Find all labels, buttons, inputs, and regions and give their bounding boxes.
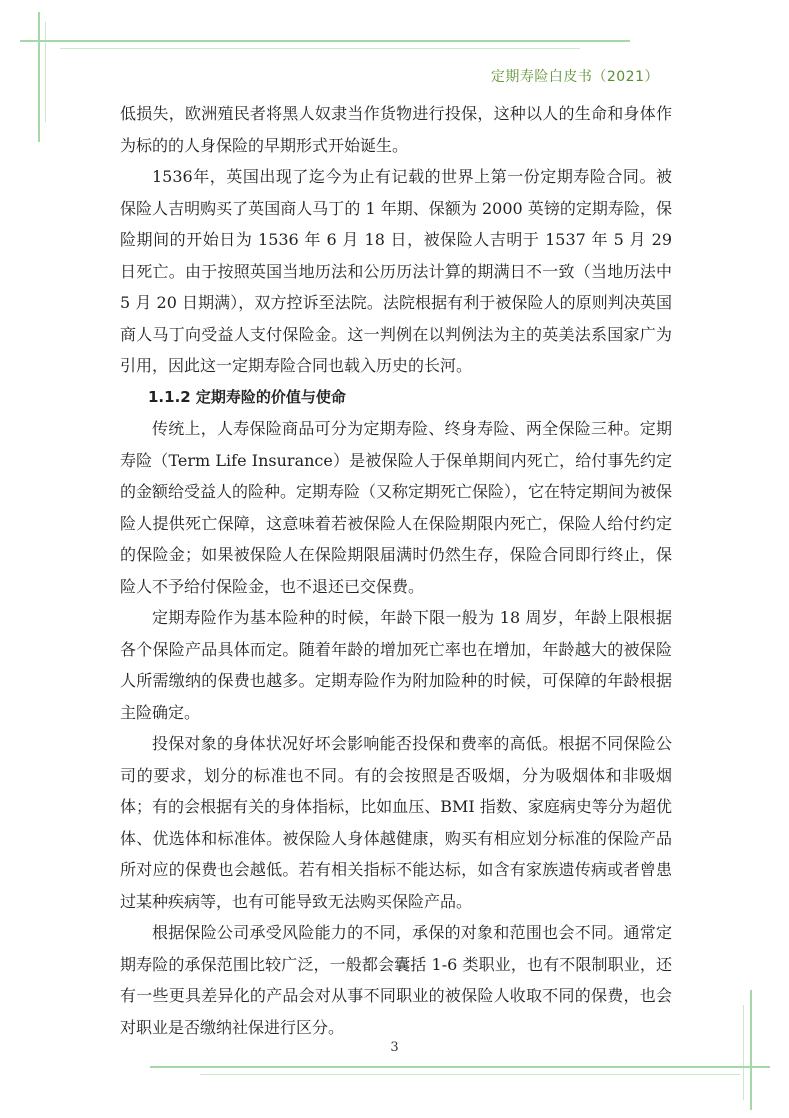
running-header-title: 定期寿险白皮书（2021） [490, 69, 659, 85]
bottom-border-line [150, 1066, 770, 1068]
paragraph-age-limits: 定期寿险作为基本险种的时候，年龄下限一般为 18 周岁，年龄上限根据各个保险产品具体而定。随着年龄的增加死亡率也在增加，年龄越大的被保险人所需缴纳的保费也越多。定期寿险作为附加险种的时候，可保障的年龄根据主险确定。 [120, 608, 672, 722]
paragraph-definition: 传统上，人寿保险商品可分为定期寿险、终身寿险、两全保险三种。定期寿险（Term Life Insurance）是被保险人于保单期间内死亡，给付事先约定的金额给受益人的险种。定期寿险（又称定期死亡保险），它在特定期间为被保险人提供死亡保障，这意味着若被保险人在保险期限内死亡，保险人给付约定的保险金；如果被保险人在保险期限届满时仍然生存，保险合同即行终止，保险人不予给付保险金，也不退还已交保费。 [120, 419, 673, 596]
paragraph-health-status: 投保对象的身体状况好坏会影响能否投保和费率的高低。根据不同保险公司的要求，划分的标准也不同。有的会按照是否吸烟，分为吸烟体和非吸烟体；有的会根据有关的身体指标，比如血压、BMI 指数、家庭病史等分为超优体、优选体和标准体。被保险人身体越健康，购买有相应划分标准的保险产品所对应的保费也会越低。若有相关指标不能达标，如含有家族遗传病或者曾患过某种疾病等，也有可能导致无法购买保险产品。 [120, 734, 672, 911]
top-border-line-secondary [60, 48, 580, 49]
left-border-line-secondary [45, 22, 46, 122]
bottom-border-line-secondary [200, 1074, 740, 1075]
top-border-line [20, 40, 630, 42]
paragraph-continued: 低损失，欧洲殖民者将黑人奴隶当作货物进行投保，这种以人的生命和身体作为标的的人身保险的早期形式开始诞生。 [120, 104, 672, 155]
page-number: 3 [390, 1040, 399, 1055]
section-heading: 1.1.2 定期寿险的价值与使命 [148, 387, 346, 406]
document-body [120, 98, 672, 1043]
left-border-line [38, 12, 40, 142]
paragraph-history-1536: 1536年，英国出现了迄今为止有记载的世界上第一份定期寿险合同。被保险人吉明购买了英国商人马丁的 1 年期、保额为 2000 英镑的定期寿险，保险期间的开始日为 1536 年 6 月 18 日，被保险人吉明于 1537 年 5 月 29 日死亡。由于按照英国当地历法和公历历法计算的期满日不一致（当地历法中 5 月 20 日期满），双方控诉至法院。法院根据有利于被保险人的原则判决英国商人马丁向受益人支付保险金。这一判例在以判例法为主的英美法系国家广为引用，因此这一定期寿险合同也载入历史的长河。 [120, 167, 672, 375]
paragraph-occupation: 根据保险公司承受风险能力的不同，承保的对象和范围也会不同。通常定期寿险的承保范围比较广泛，一般都会囊括 1-6 类职业，也有不限制职业，还有一些更具差异化的产品会对从事不同职业的被保险人收取不同的保费，也会对职业是否缴纳社保进行区分。 [120, 923, 672, 1037]
